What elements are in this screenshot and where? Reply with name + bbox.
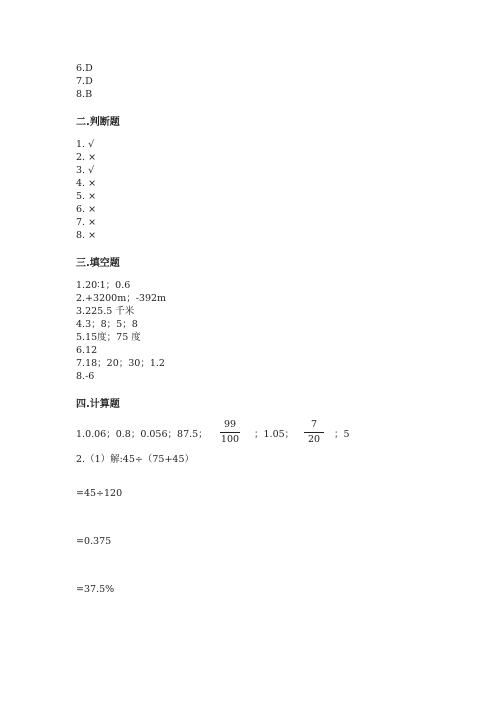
judgement-answer-5: 5. × xyxy=(76,191,97,202)
judgement-answer-7: 7. × xyxy=(76,217,97,228)
fill-answer-2: 2.+3200m；-392m xyxy=(76,293,167,304)
fraction-1-denominator: 100 xyxy=(220,434,240,445)
calc-step-2: =0.375 xyxy=(76,536,112,547)
mc-answer-8: 8.B xyxy=(76,89,93,100)
fill-answer-5: 5.15度；75 度 xyxy=(76,332,141,343)
fraction-2-denominator: 20 xyxy=(307,434,321,445)
judgement-answer-6: 6. × xyxy=(76,204,97,215)
fill-answer-8: 8.-6 xyxy=(76,371,95,382)
fraction-1-numerator: 99 xyxy=(223,419,237,430)
mc-answer-7: 7.D xyxy=(76,76,93,87)
calc-q1-prefix: 1.0.06；0.8；0.056；87.5； xyxy=(76,429,208,440)
fill-answer-7: 7.18；20；30；1.2 xyxy=(76,358,165,369)
fraction-2-numerator: 7 xyxy=(310,419,318,430)
calc-q1-fraction-2 xyxy=(300,419,328,446)
fill-answer-3: 3.225.5 千米 xyxy=(76,306,135,317)
judgement-answer-4: 4. × xyxy=(76,178,97,189)
fill-answer-1: 1.20∶1；0.6 xyxy=(76,280,131,291)
fraction-1-bar xyxy=(220,432,240,433)
section-title-fill-blank: 三.填空题 xyxy=(76,258,120,269)
judgement-answer-2: 2. × xyxy=(76,152,97,163)
section-title-judgement: 二.判断题 xyxy=(76,117,120,128)
judgement-answer-3: 3. √ xyxy=(76,165,95,176)
calc-step-3: =37.5% xyxy=(76,584,115,595)
calc-q1-suffix: ；5 xyxy=(334,429,350,440)
calc-q1-fraction-1 xyxy=(216,419,244,446)
judgement-answer-1: 1. √ xyxy=(76,139,95,150)
fill-answer-6: 6.12 xyxy=(76,345,98,356)
calc-q2-header: 2.（1）解:45÷（75+45） xyxy=(76,454,194,465)
fraction-2-bar xyxy=(304,432,324,433)
calc-step-1: =45÷120 xyxy=(76,488,123,499)
fill-answer-4: 4.3；8；5；8 xyxy=(76,319,138,330)
calc-q1-middle: ；1.05； xyxy=(254,429,295,440)
section-title-calculation: 四.计算题 xyxy=(76,399,120,410)
judgement-answer-8: 8. × xyxy=(76,230,97,241)
mc-answer-6: 6.D xyxy=(76,63,93,74)
